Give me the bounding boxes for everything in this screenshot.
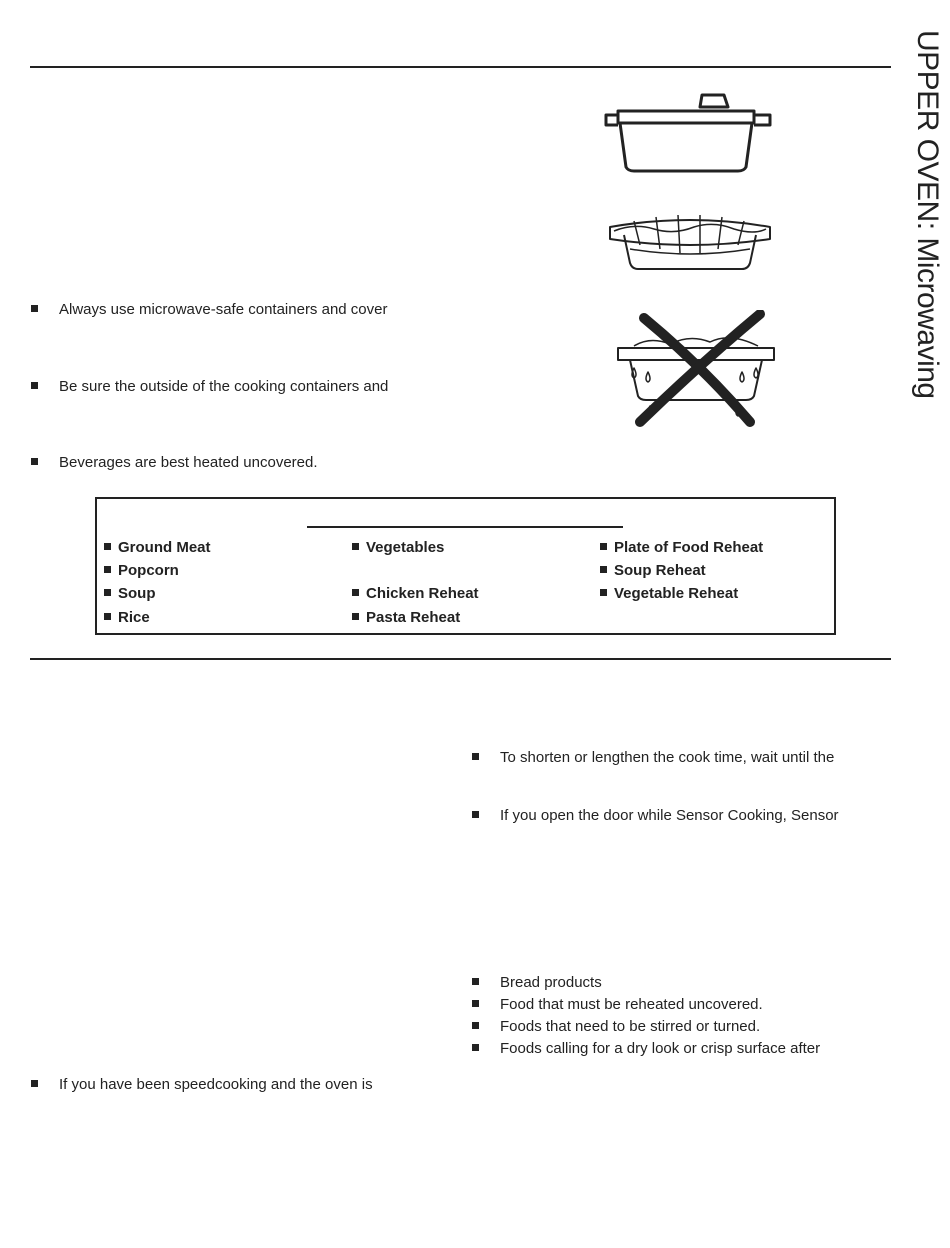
food-item: Pasta Reheat [352, 609, 460, 627]
food-item: Chicken Reheat [352, 585, 479, 603]
dripping-dish-crossed-out-icon [610, 310, 782, 428]
bullet-item: Bread products [472, 974, 602, 992]
covered-casserole-icon [604, 93, 774, 175]
sensor-foods-box [95, 497, 836, 635]
food-item: Vegetables [352, 539, 444, 557]
food-item: Soup [104, 585, 156, 603]
side-section-title: UPPER OVEN: Microwaving [911, 30, 944, 399]
food-item: Plate of Food Reheat [600, 539, 763, 557]
food-item: Soup Reheat [600, 562, 706, 580]
bullet-item: Food that must be reheated uncovered. [472, 996, 763, 1014]
bullet-item: Always use microwave-safe containers and cover [31, 301, 387, 319]
bullet-item: If you have been speedcooking and the oven is [31, 1076, 373, 1094]
bullet-item: If you open the door while Sensor Cooking, Sensor [472, 807, 839, 825]
food-item: Rice [104, 609, 150, 627]
bullet-item: Foods that need to be stirred or turned. [472, 1018, 760, 1036]
box-heading-rule [307, 526, 623, 528]
middle-rule [30, 658, 891, 660]
bullet-item: Be sure the outside of the cooking containers and [31, 378, 388, 396]
bullet-item: To shorten or lengthen the cook time, wait until the [472, 749, 834, 767]
bullet-item: Beverages are best heated uncovered. [31, 454, 318, 472]
food-item: Vegetable Reheat [600, 585, 738, 603]
plastic-wrapped-dish-icon [604, 205, 776, 273]
bullet-item: Foods calling for a dry look or crisp surface after [472, 1040, 820, 1058]
food-item: Ground Meat [104, 539, 211, 557]
top-rule [30, 66, 891, 68]
food-item: Popcorn [104, 562, 179, 580]
